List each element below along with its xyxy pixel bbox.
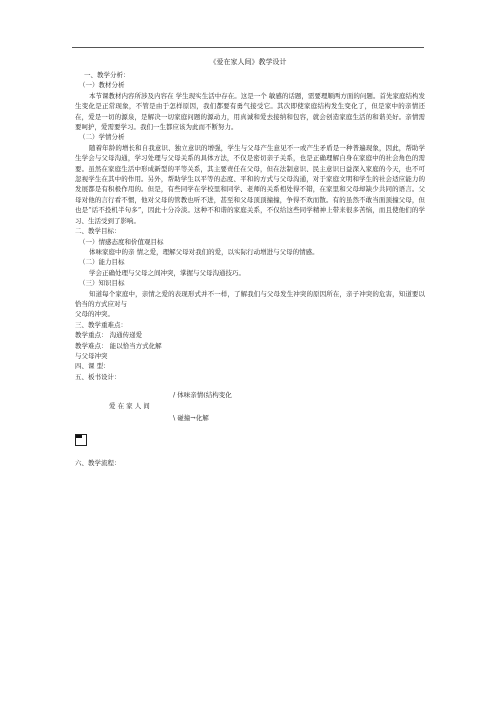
- difficult-point: 教学难点： 能以恰当方式化解: [75, 341, 162, 350]
- section-4-heading: 四、课 型：: [75, 362, 110, 371]
- board-branch-top: / 体味亲情(结构变化: [173, 391, 232, 400]
- section-1-2-heading: （二）学情分析: [79, 133, 125, 142]
- section-2-2-heading: （二）能力目标: [79, 258, 125, 267]
- board-branch-bottom: \ 碰撞→化解: [173, 414, 209, 423]
- section-5-heading: 五、板书设计：: [75, 372, 121, 381]
- difficult-point-cont: 与父母冲突: [75, 351, 108, 360]
- document-body: [75, 70, 425, 469]
- header-rule: [72, 47, 424, 48]
- section-1-1-heading: （一）教材分析: [79, 81, 125, 90]
- section-1-heading: 一、教学分析：: [84, 71, 130, 79]
- section-1-2-paragraph: 随着年龄的增长和自我意识、独立意识的增强，学生与父母产生意见不一或产生矛盾是一种普遍现象，因此，帮助学生学会与父母沟通，学习处理与父母关系的具体方法，不仅是密切亲子关系，也是正确理解自身在家庭中的社会角色的需要。虽然在家庭生活中形成新型的平等关系，其主要责任在父母，但在法制意识、民主意识日益深入家庭的今天，也不可忽视学生在其中的作用。另外，帮助学生以平等的态度、平和的方式与父母沟通，对于家庭文明和学生的社会适应能力的发展都是有积极作用的。但是，有些同学在学校里和同学、老师的关系相处得不错，在家里和父母却缺少共同的语言。父母对他的言行看不惯，他对父母的管教也听不进，甚至和父母顶顶撞撞，争得不欢而散。有的虽然不敢当面顶撞父母，但也是“话不投机半句多”，因此十分冷淡。这种不和谐的家庭关系，不仅给这些同学精神上带来很多苦恼，而且使他们的学习、生活受到了影响。: [75, 143, 425, 225]
- board-center-topic: 爱 在 家 人 间: [109, 402, 150, 411]
- section-2-1-heading: （一）情感态度和价值观目标: [79, 237, 164, 246]
- spacer: [75, 448, 425, 458]
- section-2-3-paragraph-cont: 父母的冲突。: [75, 310, 114, 319]
- section-2-heading: 二、教学目标：: [75, 227, 121, 236]
- key-point: 教学重点： 沟通传递爱: [75, 331, 143, 340]
- document-title: 《爱在家人间》教学设计: [209, 58, 287, 66]
- board-design-diagram: [75, 382, 425, 448]
- section-2-3-heading: （三）知识目标: [79, 279, 125, 288]
- section-3-heading: 三、教学重难点：: [75, 320, 127, 329]
- section-2-1-paragraph: 体味家庭中的亲 情之爱，理解父母对我们的爱，以实际行动增进与父母的情感。: [89, 247, 319, 256]
- section-6-heading: 六、教学流程：: [75, 459, 121, 468]
- embedded-object-fill: [76, 435, 82, 438]
- section-2-2-paragraph: 学会正确处理与父母之间冲突，掌握与父母沟通技巧。: [89, 268, 245, 277]
- embedded-object-icon: [75, 434, 87, 446]
- section-1-1-paragraph: 本节课教材内容所涉及内容在 学生现实生活中存在。这是一个 敏感的话题，需要理顺两方面的问题。首先家庭结构发生变化是正常现象，不管是由于怎样原因，我们都要有勇气接受它。其次即使家庭结构发生变化了，但是家中的亲情还在，爱是一切的源泉，是解决一切家庭问题的源动力，用真诚和爱去接纳和包容，就会创造家庭生活的和谐美好。亲情需要呵护，爱需要学习。我们一生都应该为此而不断努力。: [75, 91, 425, 132]
- section-2-3-paragraph: 知道每个家庭中，亲情之爱的表现形式并不一样，了解我们与父母发生冲突的原因所在，亲子冲突的危害，知道要以恰当的方式应对与: [75, 289, 425, 308]
